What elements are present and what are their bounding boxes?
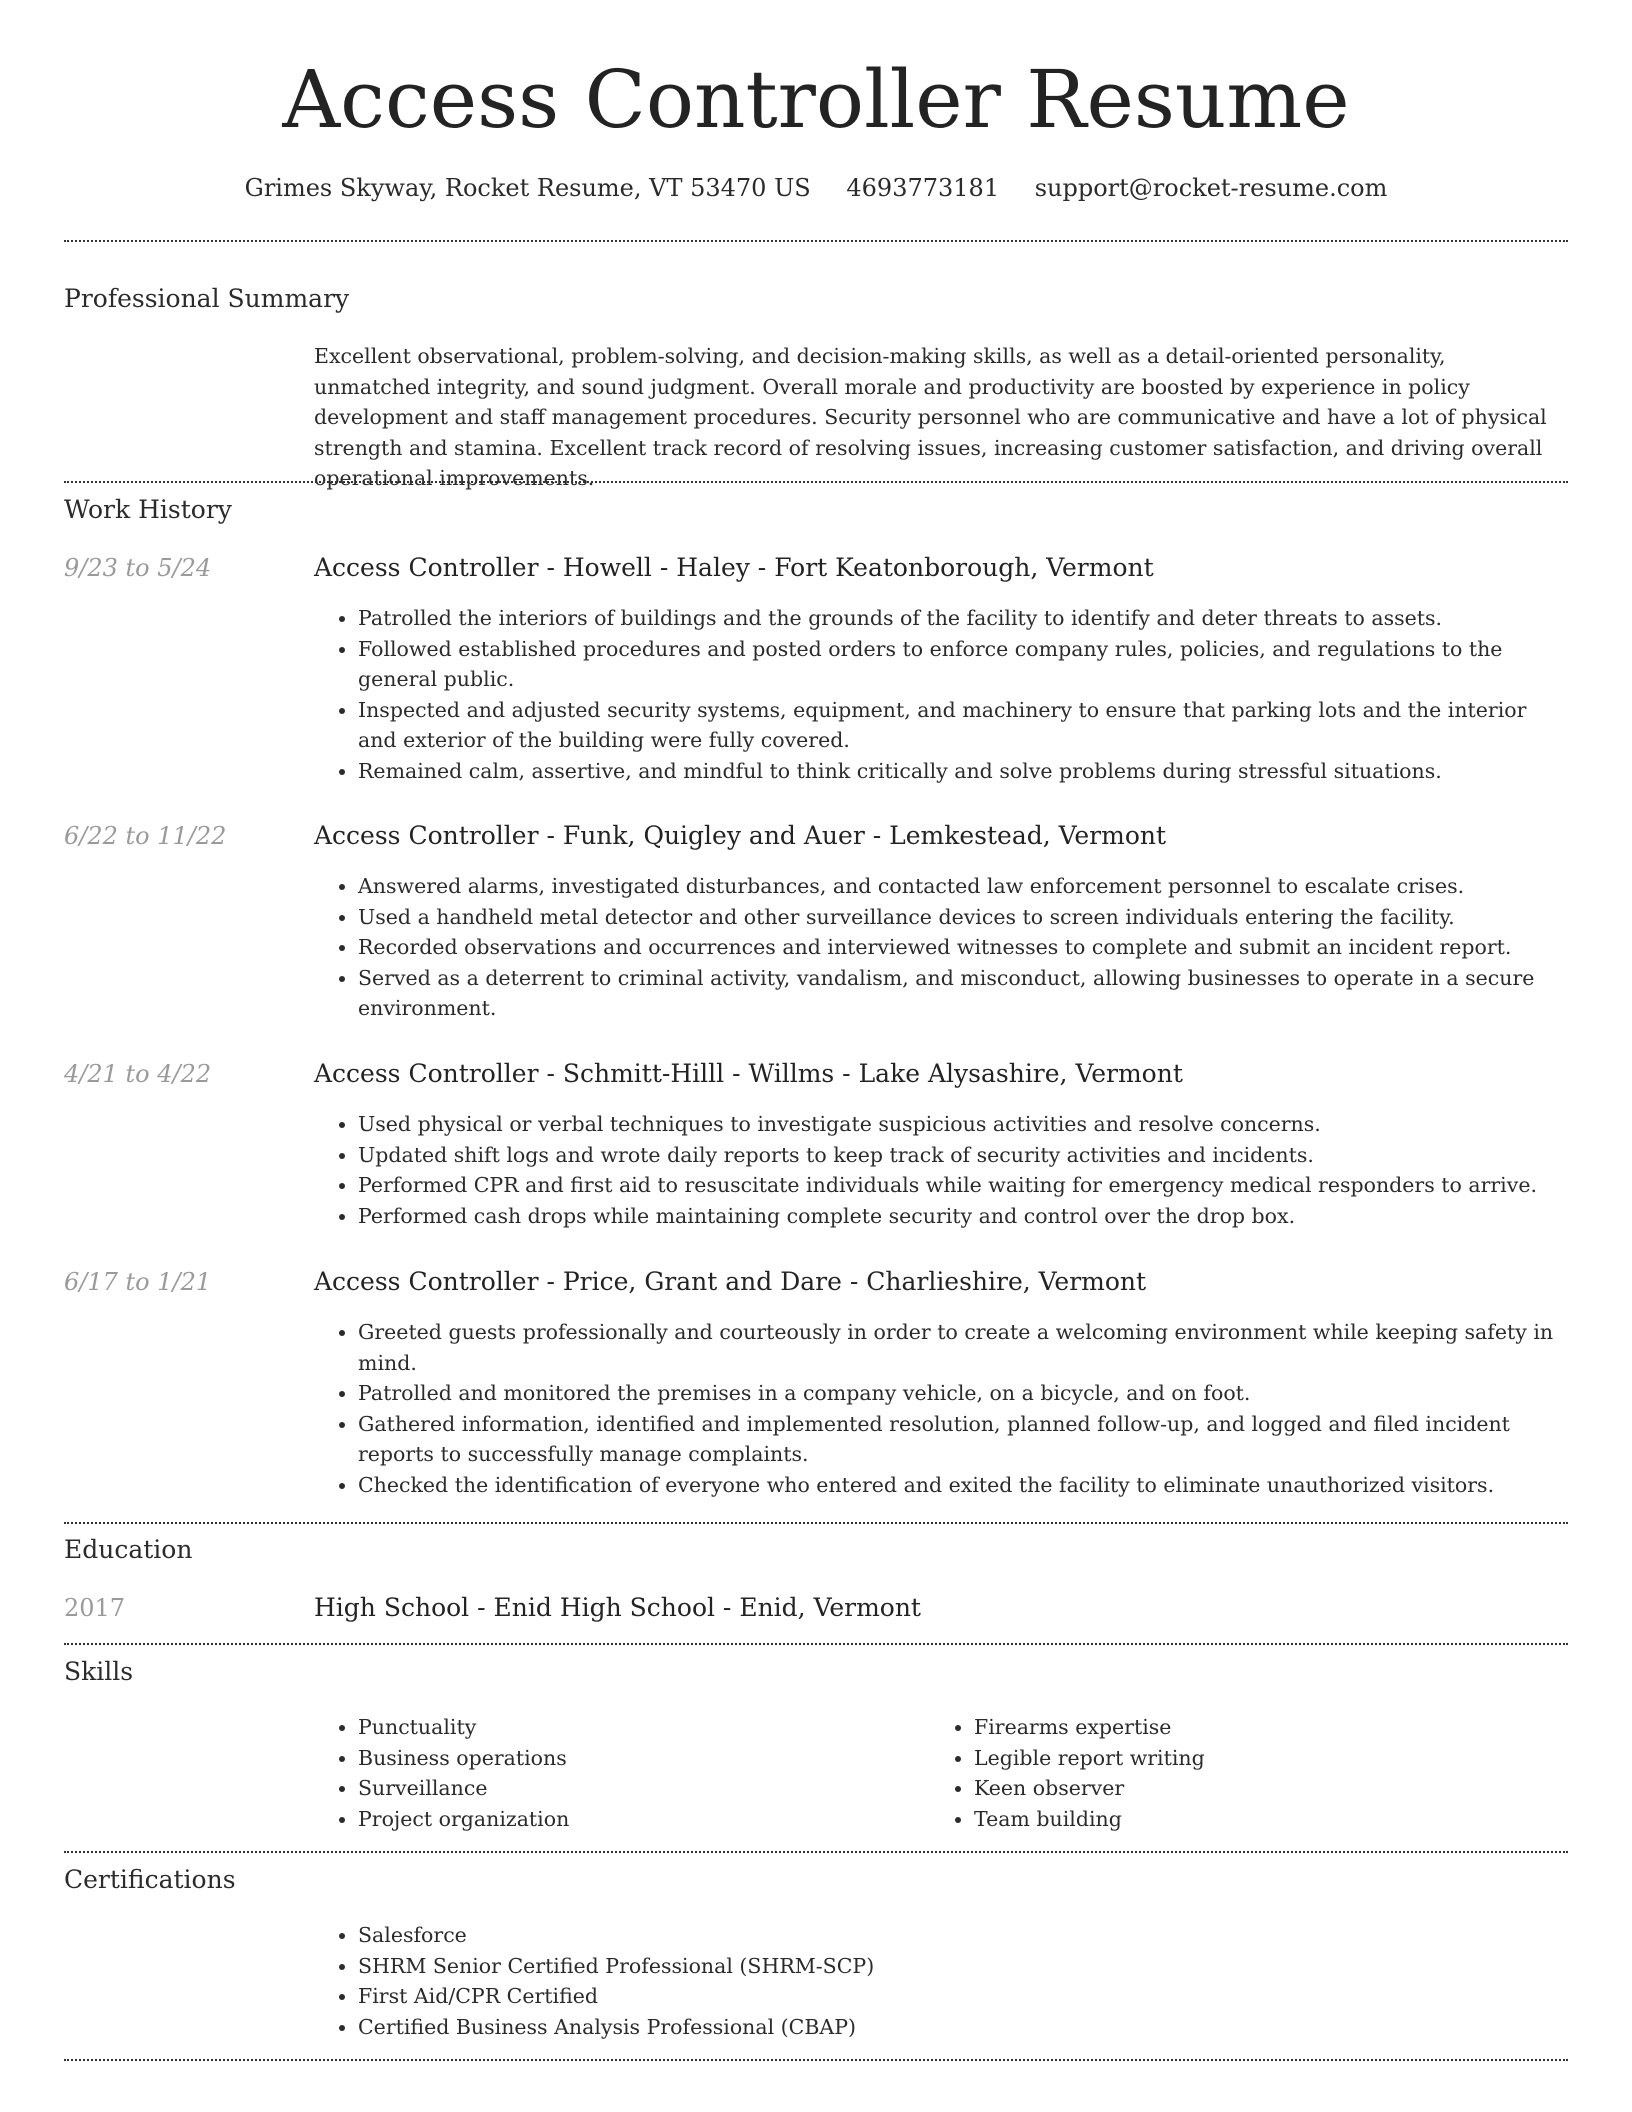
skill-item: • Keen observer — [974, 1773, 1574, 1804]
job-title: Access Controller - Howell - Haley - Fort Keatonborough, Vermont — [314, 553, 1154, 582]
skill-item: • Firearms expertise — [974, 1712, 1574, 1743]
summary-heading: Professional Summary — [64, 284, 350, 313]
job-dates: 6/22 to 11/22 — [64, 822, 227, 850]
summary-text: Excellent observational, problem-solving, and decision-making skills, as well as a detail-oriented personality, unmatched integrity, and sound judgment. Overall morale and productivity are boosted by experience in policy development and staff management procedures. Security personnel who are communicative and have a lot of physical strength and stamina. Excellent track record of resolving issues, increasing customer satisfaction, and driving overall operational improvements. — [314, 344, 1547, 490]
list-item: • Performed CPR and first aid to resuscitate individuals while waiting for emergency medical responders to arrive. — [358, 1170, 1568, 1201]
education-heading: Education — [64, 1535, 193, 1564]
skill-item: • Business operations — [358, 1743, 958, 1774]
divider — [64, 1522, 1568, 1524]
list-item: • Recorded observations and occurrences and interviewed witnesses to complete and submit an incident report. — [358, 932, 1568, 963]
divider — [64, 2059, 1568, 2061]
certifications-heading: Certifications — [64, 1865, 236, 1894]
list-item: • Inspected and adjusted security systems, equipment, and machinery to ensure that parking lots and the interior and exterior of the building were fully covered. — [358, 695, 1568, 756]
divider — [64, 481, 1568, 483]
job-dates: 6/17 to 1/21 — [64, 1268, 212, 1296]
skill-item: • Legible report writing — [974, 1743, 1574, 1774]
list-item: • Updated shift logs and wrote daily reports to keep track of security activities and incidents. — [358, 1140, 1568, 1171]
job-bullets — [314, 1317, 1568, 1500]
job-title: Access Controller - Funk, Quigley and Auer - Lemkestead, Vermont — [314, 821, 1167, 850]
contact-phone: 4693773181 — [846, 174, 1000, 202]
skills-heading: Skills — [64, 1657, 134, 1686]
certifications-list — [314, 1920, 1612, 2042]
divider — [64, 1643, 1568, 1645]
job-title: Access Controller - Price, Grant and Dare - Charlieshire, Vermont — [314, 1267, 1147, 1296]
job-bullets — [314, 871, 1568, 1024]
list-item: • Remained calm, assertive, and mindful to think critically and solve problems during stressful situations. — [358, 756, 1568, 787]
job-bullets — [314, 603, 1568, 786]
skills-list-right — [930, 1712, 1574, 1834]
job-bullets — [314, 1109, 1568, 1231]
certification-item: • SHRM Senior Certified Professional (SHRM-SCP) — [358, 1951, 1612, 1982]
contact-address: Grimes Skyway, Rocket Resume, VT 53470 US — [244, 174, 811, 202]
list-item: • Used a handheld metal detector and other surveillance devices to screen individuals entering the facility. — [358, 902, 1568, 933]
work-history-heading: Work History — [64, 495, 232, 524]
divider — [64, 240, 1568, 242]
list-item: • Served as a deterrent to criminal activity, vandalism, and misconduct, allowing businesses to operate in a secure environment. — [358, 963, 1568, 1024]
job-dates: 4/21 to 4/22 — [64, 1060, 212, 1088]
skills-list-left — [314, 1712, 958, 1834]
list-item: • Patrolled the interiors of buildings and the grounds of the facility to identify and deter threats to assets. — [358, 603, 1568, 634]
list-item: • Greeted guests professionally and courteously in order to create a welcoming environment while keeping safety in mind. — [358, 1317, 1568, 1378]
list-item: • Gathered information, identified and implemented resolution, planned follow-up, and logged and filed incident reports to successfully manage complaints. — [358, 1409, 1568, 1470]
skill-item: • Punctuality — [358, 1712, 958, 1743]
education-entry: High School - Enid High School - Enid, Vermont — [314, 1593, 921, 1622]
job-title: Access Controller - Schmitt-Hilll - Willms - Lake Alysashire, Vermont — [314, 1059, 1183, 1088]
certification-item: • First Aid/CPR Certified — [358, 1981, 1612, 2012]
list-item: • Answered alarms, investigated disturbances, and contacted law enforcement personnel to escalate crises. — [358, 871, 1568, 902]
list-item: • Followed established procedures and posted orders to enforce company rules, policies, and regulations to the general public. — [358, 634, 1568, 695]
divider — [64, 1851, 1568, 1853]
job-dates: 9/23 to 5/24 — [64, 554, 212, 582]
list-item: • Performed cash drops while maintaining complete security and control over the drop box. — [358, 1201, 1568, 1232]
certification-item: • Salesforce — [358, 1920, 1612, 1951]
skill-item: • Surveillance — [358, 1773, 958, 1804]
contact-line — [0, 172, 1632, 204]
list-item: • Checked the identification of everyone who entered and exited the facility to eliminate unauthorized visitors. — [358, 1470, 1568, 1501]
education-year: 2017 — [64, 1594, 126, 1622]
list-item: • Used physical or verbal techniques to investigate suspicious activities and resolve concerns. — [358, 1109, 1568, 1140]
resume-title: Access Controller Resume — [282, 53, 1350, 146]
certification-item: • Certified Business Analysis Professional (CBAP) — [358, 2012, 1612, 2043]
skill-item: • Project organization — [358, 1804, 958, 1835]
list-item: • Patrolled and monitored the premises in a company vehicle, on a bicycle, and on foot. — [358, 1378, 1568, 1409]
skill-item: • Team building — [974, 1804, 1574, 1835]
contact-email: support@rocket-resume.com — [1034, 174, 1388, 202]
